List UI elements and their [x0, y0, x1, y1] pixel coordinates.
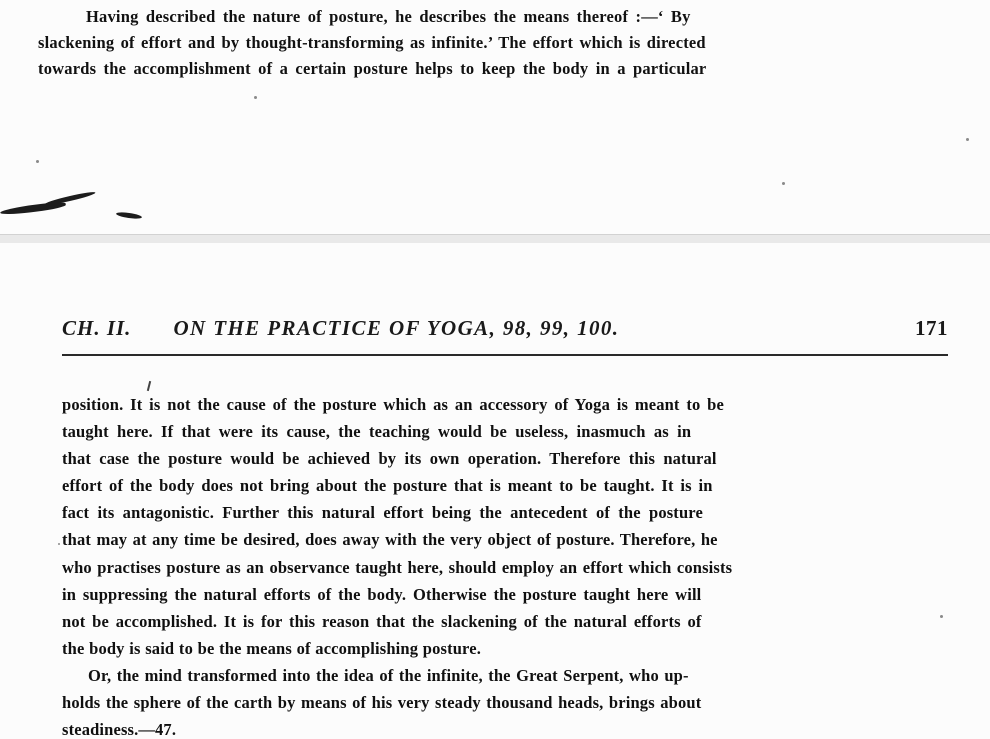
page-title: ON THE PRACTICE OF YOGA, 98, 99, 100.: [173, 316, 620, 340]
text-line: slackening of effort and by thought-transforming as infinite.’ The effort which is directed: [38, 33, 706, 52]
text-line: who practises posture as an observance taught here, should employ an effort which consists: [62, 557, 733, 577]
scan-smudge-icon: [44, 190, 96, 207]
scan-speck-icon: [782, 182, 785, 185]
header-rule: [62, 354, 948, 356]
text-line: in suppressing the natural efforts of the body. Otherwise the posture taught here will: [62, 584, 702, 604]
chapter-label: CH. II.: [62, 316, 132, 340]
text-line: taught here. If that were its cause, the teaching would be useless, inasmuch as in: [62, 422, 692, 442]
previous-page-paragraph: [38, 4, 946, 82]
text-line: fact its antagonistic. Further this natural effort being the antecedent of the posture: [62, 503, 703, 523]
text-line: Having described the nature of posture, he describes the means thereof :—‘ By: [86, 7, 691, 26]
text-line: that may at any time be desired, does away with the very object of posture. Therefore, he: [62, 530, 718, 550]
page-running-head: [62, 316, 948, 341]
page-number: 171: [915, 316, 948, 340]
text-line: not be accomplished. It is for this reason that the slackening of the natural efforts of: [62, 611, 702, 631]
text-line: Or, the mind transformed into the idea of the infinite, the Great Serpent, who up-: [88, 665, 689, 685]
previous-page-fragment: [0, 0, 990, 234]
scan-speck-icon: [966, 138, 969, 141]
text-line: effort of the body does not bring about the posture that is meant to be taught. It is in: [62, 476, 713, 496]
page-body: [62, 391, 948, 739]
scan-speck-icon: [58, 543, 60, 545]
text-line: steadiness.—47.: [62, 720, 177, 739]
text-line: towards the accomplishment of a certain posture helps to keep the body in a particular: [38, 59, 707, 78]
scan-speck-icon: [36, 160, 39, 163]
text-line: the body is said to be the means of accomplishing posture.: [62, 638, 481, 658]
scan-stray-mark-icon: [147, 381, 151, 391]
current-page-scan: [0, 243, 990, 739]
text-line: that case the posture would be achieved by its own operation. Therefore this natural: [62, 449, 717, 469]
text-line: holds the sphere of the carth by means of his very steady thousand heads, brings about: [62, 693, 702, 713]
text-line: position. It is not the cause of the posture which as an accessory of Yoga is meant to be: [62, 395, 724, 414]
scan-speck-icon: [254, 96, 257, 99]
scan-smudge-icon: [116, 211, 142, 220]
scan-speck-icon: [940, 615, 943, 618]
